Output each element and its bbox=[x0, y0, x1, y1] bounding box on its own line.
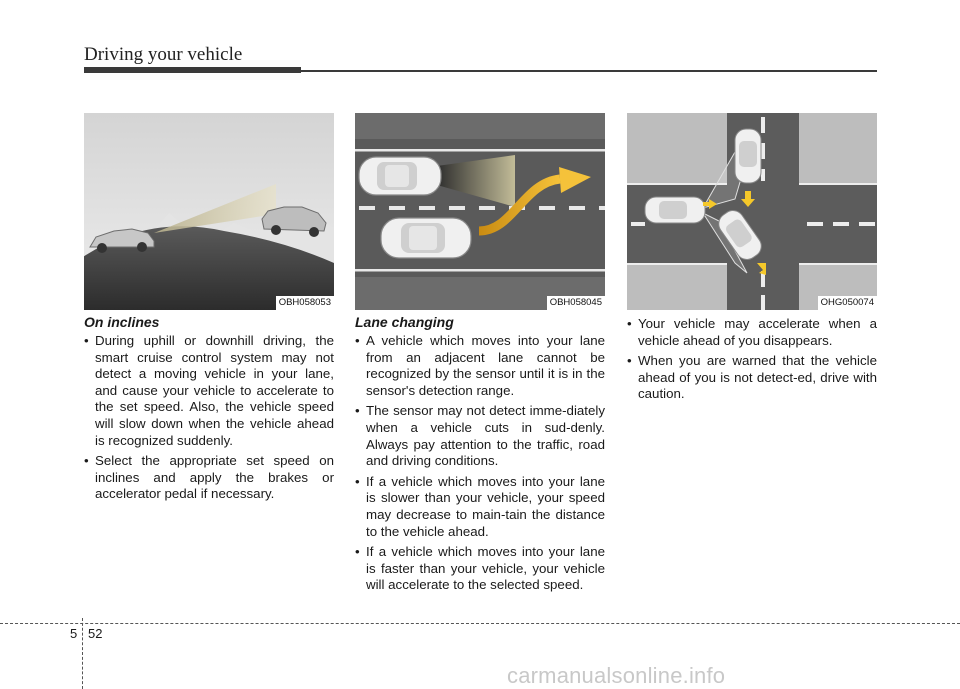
bullet-item: • When you are warned that the vehicle ahead of you is not detect-ed, drive with caution. bbox=[627, 353, 877, 403]
bullet-item: • A vehicle which moves into your lane from an adjacent lane cannot be recognized by the sensor until it is in the sensor's detection range. bbox=[355, 333, 605, 399]
figure-code: OHG050074 bbox=[818, 296, 877, 310]
bullet-item: • If a vehicle which moves into your lane is faster than your vehicle, your vehicle will accelerate to the selected speed. bbox=[355, 544, 605, 594]
bullet-item: • Select the appropriate set speed on inclines and apply the brakes or accelerator pedal if necessary. bbox=[84, 453, 334, 503]
own-vehicle-icon bbox=[645, 197, 705, 223]
own-vehicle-icon bbox=[359, 157, 441, 195]
watermark: carmanualsonline.info bbox=[507, 663, 726, 688]
page-number: 52 bbox=[88, 626, 103, 641]
section-title: On inclines bbox=[84, 314, 160, 330]
intersection-diagram bbox=[627, 113, 877, 310]
vehicle-ahead-icon bbox=[735, 129, 761, 183]
column-on-inclines bbox=[84, 314, 334, 507]
footer-divider bbox=[82, 618, 83, 689]
chapter-number: 5 bbox=[70, 626, 78, 641]
footer-rule bbox=[0, 623, 960, 624]
figure-code: OBH058053 bbox=[276, 296, 334, 310]
incline-illustration bbox=[84, 113, 334, 310]
bullet-item: • The sensor may not detect imme-diately when a vehicle cuts in sud-denly. Always pay attention to the traffic, road and driving conditions. bbox=[355, 403, 605, 469]
bullet-item: • During uphill or downhill driving, the smart cruise control system may not detect a moving vehicle in your lane, and cause your vehicle to accelerate to the set speed. Also, the vehicle speed will slow down when the vehicle ahead is recognized suddenly. bbox=[84, 333, 334, 449]
incline-diagram bbox=[84, 113, 334, 310]
lane-change-illustration bbox=[355, 113, 605, 310]
section-title: Lane changing bbox=[355, 314, 454, 330]
column-vehicle-disappears bbox=[627, 316, 877, 407]
bullet-item: • If a vehicle which moves into your lane is slower than your vehicle, your speed may decrease to main-tain the distance to the vehicle ahead. bbox=[355, 474, 605, 540]
column-lane-changing bbox=[355, 314, 605, 598]
header-rule-thin bbox=[301, 70, 877, 72]
page-header-title: Driving your vehicle bbox=[84, 44, 243, 65]
header-rule-thick bbox=[84, 67, 301, 73]
bullet-item: • Your vehicle may accelerate when a vehicle ahead of you disappears. bbox=[627, 316, 877, 349]
adjacent-vehicle-icon bbox=[381, 218, 471, 258]
intersection-illustration bbox=[627, 113, 877, 310]
figure-code: OBH058045 bbox=[547, 296, 605, 310]
lane-change-diagram bbox=[355, 113, 605, 310]
